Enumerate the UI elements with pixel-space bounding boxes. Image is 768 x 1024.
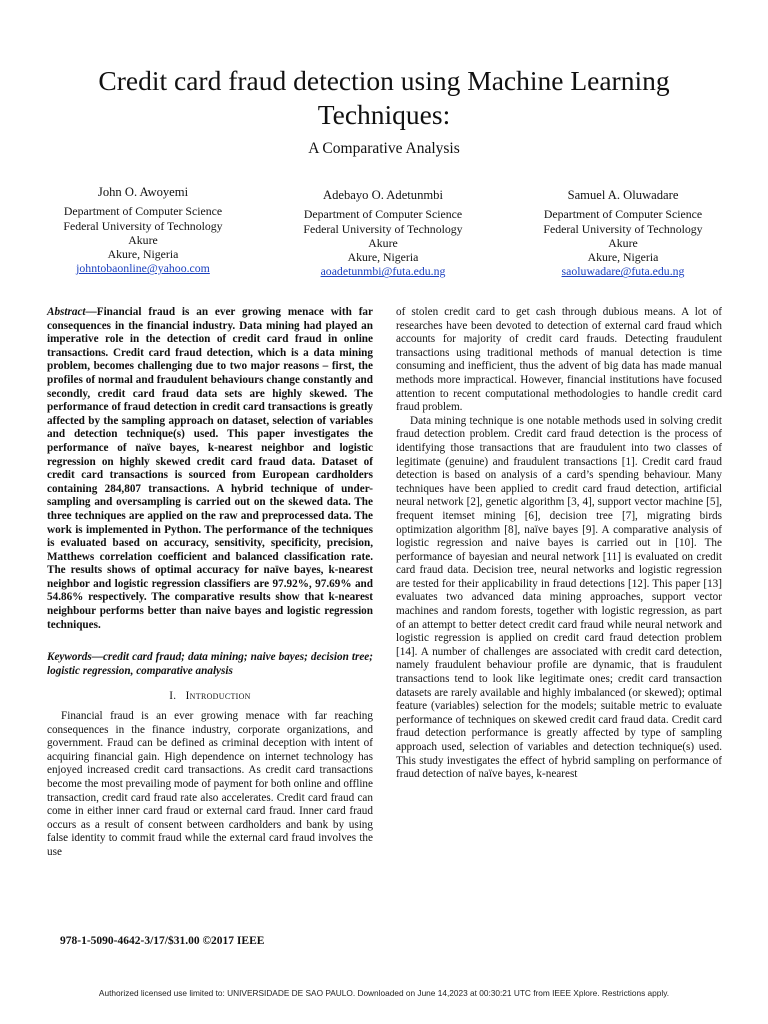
author-city: Akure xyxy=(608,235,638,250)
intro-paragraph-1-continued: of stolen credit card to get cash through dubious means. A lot of researches have been devoted to detection of external card fraud which accounts for majority of credit card frauds. Detecting fraudulent transactions using traditional methods of manual detection is time consuming and inefficient, thus the advent of big data has made manual methods more impractical. However, financial institutions have focused attention to recent computational methodologies to handle credit card fraud problem. xyxy=(396,306,722,414)
author-city: Akure xyxy=(368,235,398,250)
author-email-link[interactable]: saoluwadare@futa.edu.ng xyxy=(561,264,685,279)
author-name: John O. Awoyemi xyxy=(97,185,189,199)
keywords xyxy=(47,651,373,678)
abstract xyxy=(47,306,373,632)
left-column xyxy=(47,306,373,860)
author-location: Akure, Nigeria xyxy=(587,250,659,265)
author-email-link[interactable]: aoadetunmbi@futa.edu.ng xyxy=(320,264,446,279)
author-department: Department of Computer Science xyxy=(543,207,703,222)
intro-paragraph-2: Data mining technique is one notable methods used in solving credit fraud detection problem. Credit card fraud detection is the process of identifying those transactions that are fraudulent into two classes of legitimate (genuine) and fraudulent transactions [1]. Credit card fraud detection is based on analysis of a card’s spending behaviour. Many techniques have been applied to credit card fraud detection, artificial neural network [2], genetic algorithm [3, 4], support vector machine [5], frequent itemset mining [6], decision tree [7], migrating birds optimization algorithm [8], naïve bayes [9]. A comparative analysis of logistic regression and naive bayes is carried out in [10]. The performance of bayesian and neural network [11] is evaluated on credit card fraud data. Decision tree, neural networks and logistic regression are tested for their applicability in fraud detections [12]. This paper [13] evaluates two advanced data mining approaches, support vector machines and random forests, together with logistic regression, as part of an attempt to better detect credit card fraud while neural network and logistic regression is applied on credit card fraud detection problem [14]. A number of challenges are associated with credit card detection, namely fraudulent behaviour profile are dynamic, that is fraudulent transactions tend to look like legitimate ones; credit card transaction datasets are rarely available and highly imbalanced (or skewed); optimal feature (variables) selection for the models; suitable metric to evaluate performance of techniques on skewed credit card fraud data. Credit card fraud detection performance is greatly affected by type of sampling approach used, selection of variables and detection technique(s) used. This study investigates the effect of hybrid sampling on performance of fraud detection of naïve bayes, k-nearest xyxy=(396,414,722,781)
author-block-1 xyxy=(28,185,258,276)
copyright-notice: 978-1-5090-4642-3/17/$31.00 ©2017 IEEE xyxy=(60,935,265,947)
keywords-label: Keywords xyxy=(47,651,92,664)
author-location: Akure, Nigeria xyxy=(347,250,419,265)
section-heading xyxy=(47,690,373,704)
author-department: Department of Computer Science xyxy=(63,204,223,219)
author-email-link[interactable]: johntobaonline@yahoo.com xyxy=(76,261,210,276)
author-university: Federal University of Technology xyxy=(63,218,223,233)
author-location: Akure, Nigeria xyxy=(107,247,179,262)
abstract-text: —Financial fraud is an ever growing menace with far consequences in the financial industry. Data mining had played an imperative role in the detection of credit card fraud in online transactions. Credit card fraud detection, which is a data mining problem, becomes challenging due to two major reasons – first, the profiles of normal and fraudulent behaviours change constantly and secondly, credit card fraud data sets are highly skewed. The performance of fraud detection in credit card transactions is greatly affected by the sampling approach on dataset, selection of variables and detection technique(s) used. This paper investigates the performance of naïve bayes, k-nearest neighbor and logistic regression on highly skewed credit card fraud data. Dataset of credit card transactions is sourced from European cardholders containing 284,807 transactions. A hybrid technique of under-sampling and oversampling is carried out on the skewed data. The three techniques are applied on the raw and preprocessed data. The work is implemented in Python. The performance of the techniques is evaluated based on accuracy, sensitivity, specificity, precision, Matthews correlation coefficient and balanced classification rate. The results shows of optimal accuracy for naïve bayes, k-nearest neighbor and logistic regression classifiers are 97.92%, 97.69% and 54.86% respectively. The comparative results show that k-nearest neighbour performs better than naive bayes and logistic regression techniques. xyxy=(47,306,373,631)
author-name: Adebayo O. Adetunmbi xyxy=(323,188,443,202)
author-block-2 xyxy=(268,188,498,279)
author-university: Federal University of Technology xyxy=(303,221,463,236)
author-block-3 xyxy=(508,188,738,279)
intro-paragraph-1: Financial fraud is an ever growing menace with far reaching consequences in the finance industry, corporate organizations, and government. Fraud can be defined as criminal deception with intent of acquiring financial gain. High dependence on internet technology has enjoyed increased credit card transactions. As credit card transactions become the most prevailing mode of payment for both online and offline transaction, credit card fraud rate also accelerates. Credit card fraud can come in either inner card fraud or external card fraud. Inner card fraud occurs as a result of consent between cardholders and bank by using false identity to commit fraud while the external card fraud involves the use xyxy=(47,710,373,858)
keywords-text: —credit card fraud; data mining; naive bayes; decision tree; logistic regression, comparative analysis xyxy=(47,651,373,677)
right-column xyxy=(396,306,722,782)
section-title: Introduction xyxy=(185,690,251,703)
author-city: Akure xyxy=(128,232,158,247)
paper-subtitle: A Comparative Analysis xyxy=(308,140,460,157)
author-name: Samuel A. Oluwadare xyxy=(567,188,679,202)
author-university: Federal University of Technology xyxy=(543,221,703,236)
abstract-label: Abstract xyxy=(47,306,86,318)
license-footer: Authorized licensed use limited to: UNIVERSIDADE DE SAO PAULO. Downloaded on June 14,2023 at 00:30:21 UTC from IEEE Xplore. Restrictions apply. xyxy=(98,988,670,998)
section-number: I. xyxy=(169,690,177,703)
author-department: Department of Computer Science xyxy=(303,207,463,222)
paper-title: Credit card fraud detection using Machine Learning Techniques: xyxy=(98,65,670,130)
